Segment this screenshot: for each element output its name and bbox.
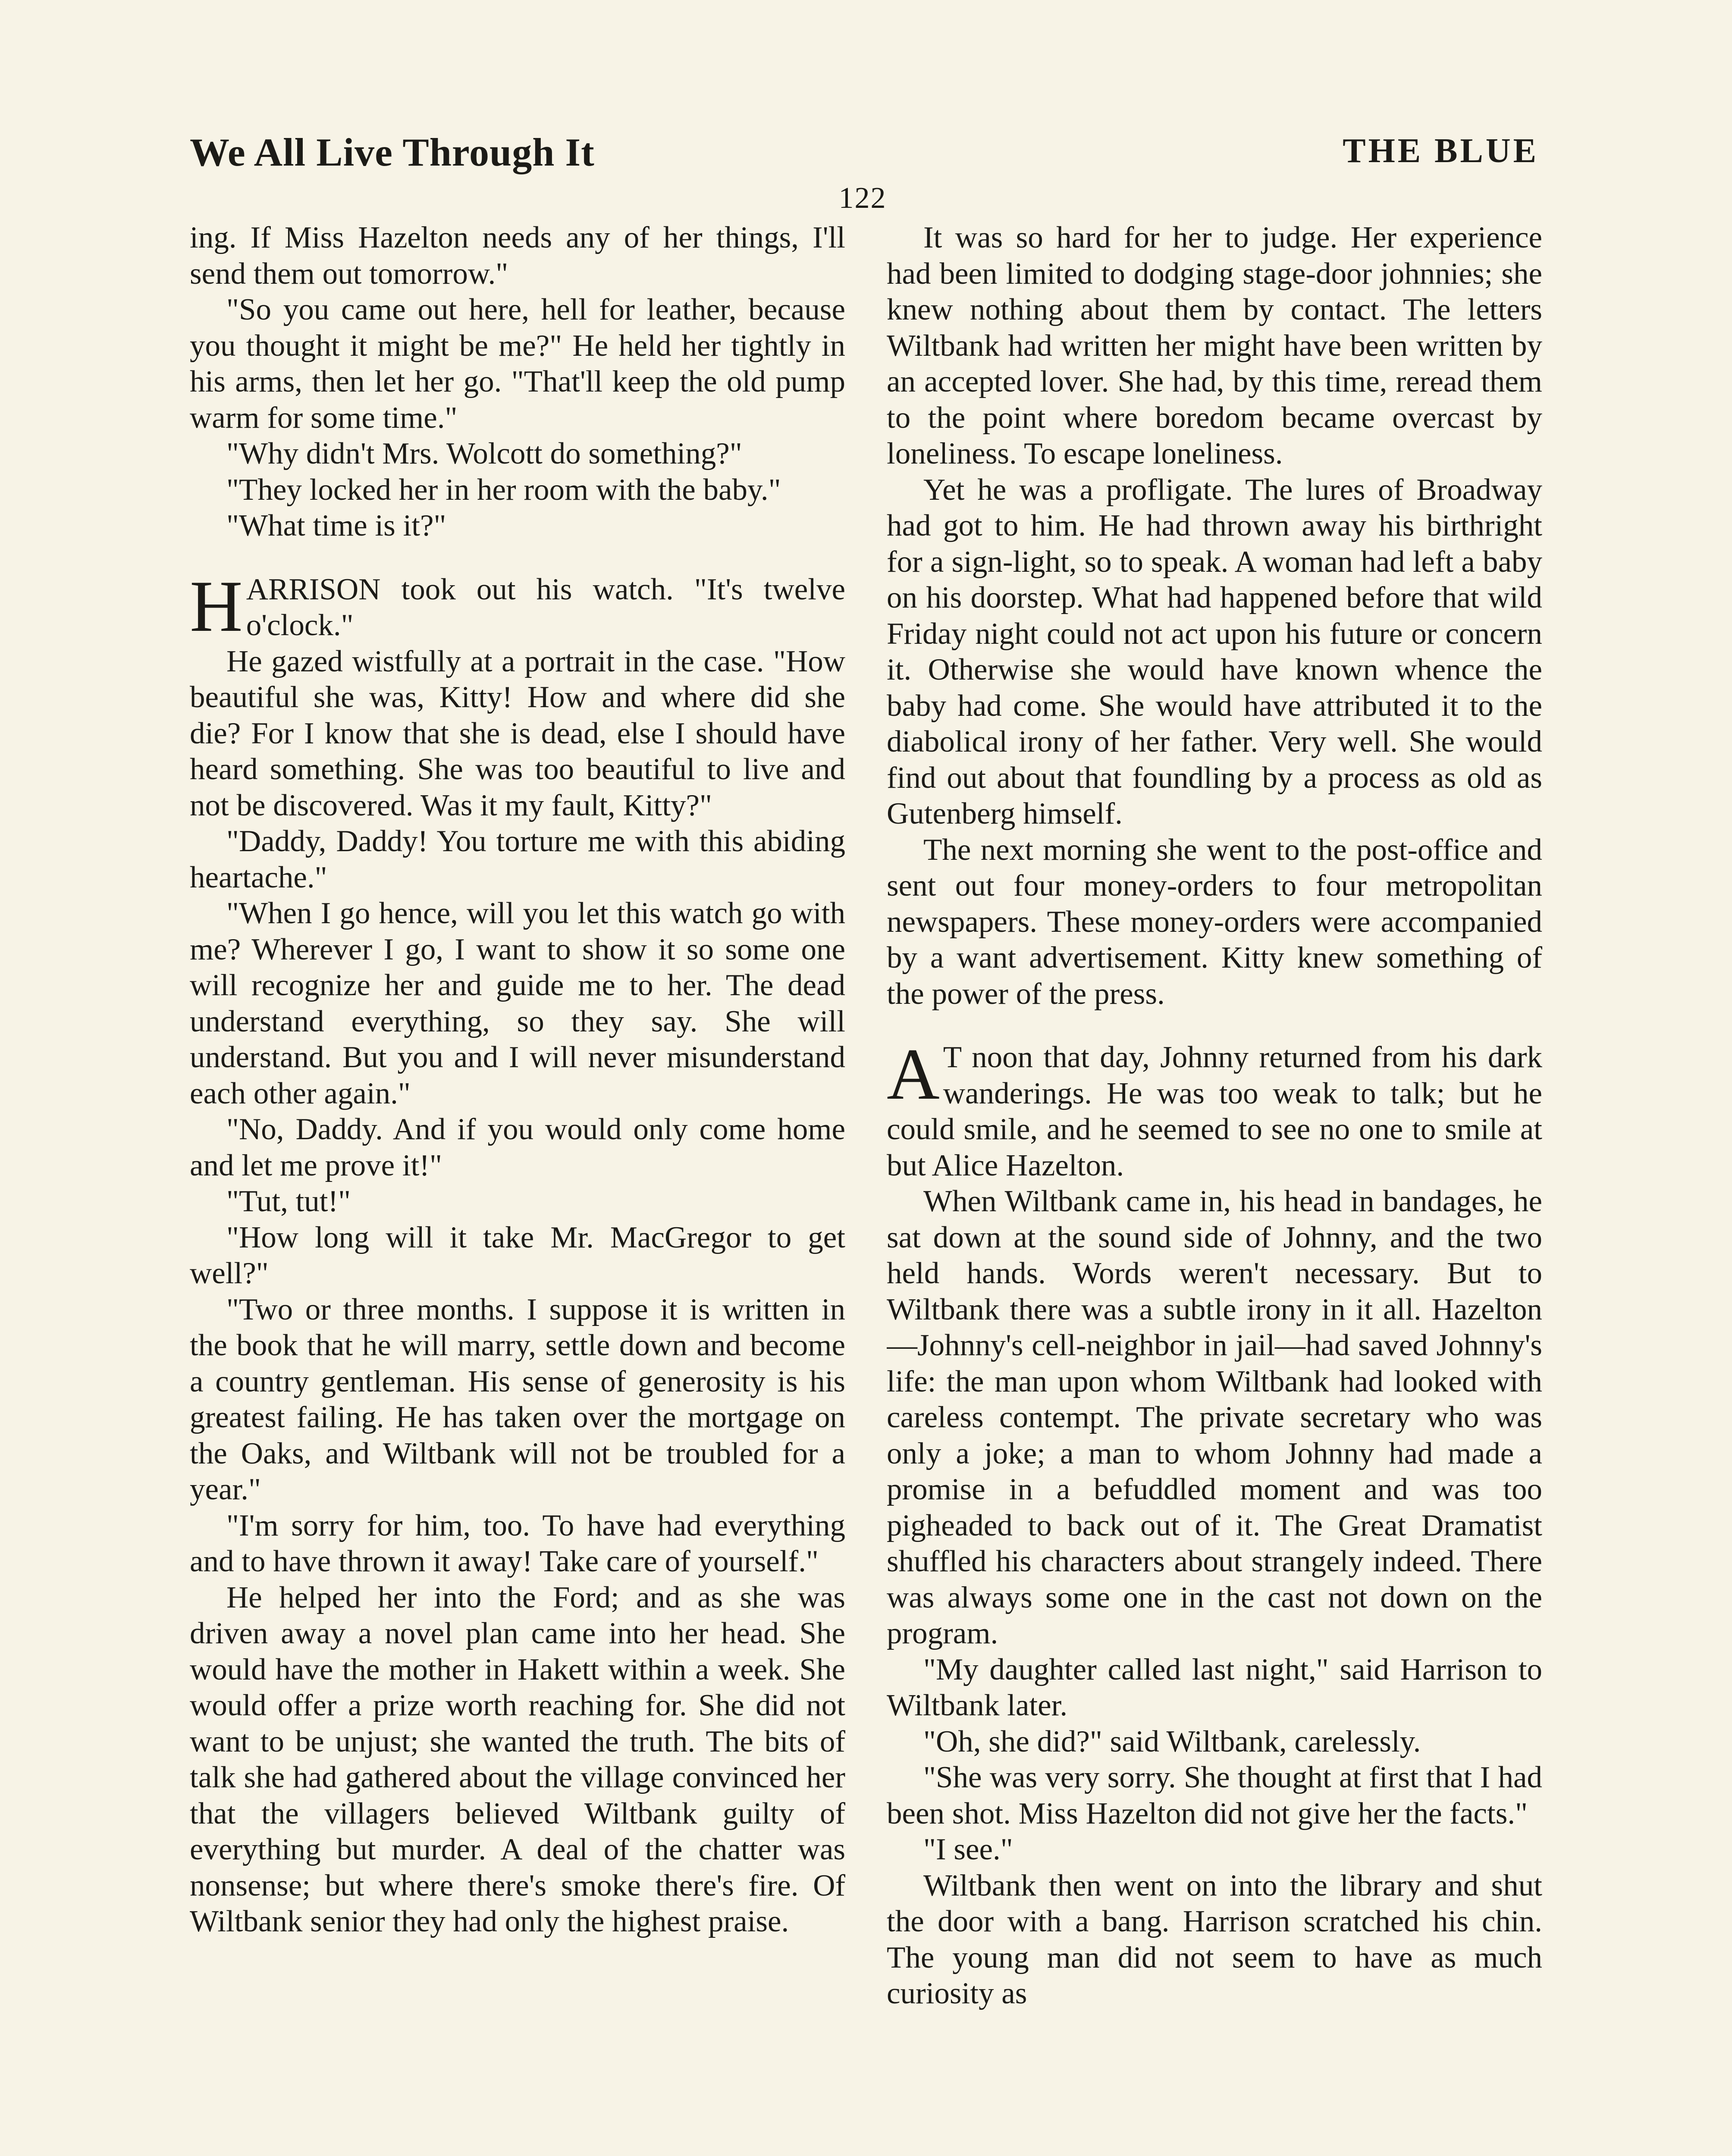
drop-cap: A — [887, 1034, 940, 1115]
paragraph: "Tut, tut!" — [226, 1185, 351, 1218]
paragraph-text: ARRISON took out his watch. "It's twelve o'clock." — [246, 572, 845, 642]
paragraph: It was so hard for her to judge. Her experience had been limited to dodging stage-door johnnies; she knew nothing about them by contact. The letters Wiltbank had written her might have been written by an accepted lover. She had, by this time, reread them to the point where boredom became overcast by loneliness. To escape loneliness. — [887, 221, 1542, 470]
paragraph: Wiltbank then went on into the library and shut the door with a bang. Harrison scratched his chin. The young man did not seem to have as much curiosity as — [887, 1868, 1542, 2010]
paragraph: He gazed wistfully at a portrait in the case. "How beautiful she was, Kitty! How and where did she die? For I know that she is dead, else I should have heard something. She was too beautiful to live and not be discovered. Was it my fault, Kitty?" — [190, 644, 845, 822]
paragraph: "Daddy, Daddy! You torture me with this abiding heartache." — [190, 824, 845, 894]
paragraph-text: T noon that day, Johnny returned from his dark wanderings. He was too weak to talk; but he could smile, and he seemed to see no one to smile at but Alice Hazelton. — [887, 1040, 1542, 1182]
paragraph: "I see." — [923, 1833, 1013, 1866]
paragraph: "Oh, she did?" said Wiltbank, carelessly. — [923, 1724, 1421, 1758]
paragraph — [887, 1034, 1542, 1184]
paragraph: "Why didn't Mrs. Wolcott do something?" — [226, 437, 742, 470]
paragraph: "How long will it take Mr. MacGregor to get well?" — [190, 1220, 845, 1290]
left-text-column — [190, 220, 845, 2156]
paragraph: When Wiltbank came in, his head in bandages, he sat down at the sound side of Johnny, and the two held hands. Words weren't necessary. But to Wiltbank there was a subtle irony in it all. Hazelton—Johnny's cell-neighbor in jail—had saved Johnny's life: the man upon whom Wiltbank had looked with careless contempt. The private secretary who was only a joke; a man to whom Johnny had made a promise in a befuddled moment and was too pigheaded to back out of it. The Great Dramatist shuffled his characters about strangely indeed. There was always some one in the cast not down on the program. — [887, 1185, 1542, 1650]
paragraph: "So you came out here, hell for leather, because you thought it might be me?" He held her tightly in his arms, then let her go. "That'll keep the old pump warm for some time." — [190, 293, 845, 435]
paragraph: The next morning she went to the post-office and sent out four money-orders to four metropolitan newspapers. These money-orders were accompanied by a want advertisement. Kitty knew something of the power of the press. — [887, 833, 1542, 1011]
right-text-column — [887, 220, 1542, 2156]
page-number: 122 — [838, 182, 887, 215]
paragraph: "No, Daddy. And if you would only come home and let me prove it!" — [190, 1112, 845, 1182]
paragraph — [190, 565, 845, 647]
paragraph: "What time is it?" — [226, 509, 446, 542]
paragraph: He helped her into the Ford; and as she was driven away a novel plan came into her head. She would have the mother in Hakett within a week. She would offer a prize worth reaching for. She did not want to be unjust; she wanted the truth. The bits of talk she had gathered about the village convinced her that the villagers believed Wiltbank guilty of everything but murder. A deal of the chatter was nonsense; but where there's smoke there's fire. Of Wiltbank senior they had only the highest praise. — [190, 1580, 845, 1938]
paragraph: "I'm sorry for him, too. To have had everything and to have thrown it away! Take care of yourself." — [190, 1508, 845, 1578]
paragraph: ing. If Miss Hazelton needs any of her things, I'll send them out tomorrow." — [190, 221, 845, 291]
paragraph: "Two or three months. I suppose it is written in the book that he will marry, settle down and become a country gentleman. His sense of generosity is his greatest failing. He has taken over the mortgage on the Oaks, and Wiltbank will not be troubled for a year." — [190, 1292, 845, 1506]
story-title: We All Live Through It — [190, 130, 595, 174]
paragraph: "She was very sorry. She thought at first that I had been shot. Miss Hazelton did not give her the facts." — [887, 1761, 1542, 1830]
paragraph: "My daughter called last night," said Harrison to Wiltbank later. — [887, 1652, 1542, 1722]
paragraph: "When I go hence, will you let this watch go with me? Wherever I go, I want to show it so some one will recognize her and guide me to her. The dead understand everything, so they say. She will understand. But you and I will never misunderstand each other again." — [190, 896, 845, 1110]
drop-cap: H — [190, 565, 243, 647]
paragraph: "They locked her in her room with the baby." — [226, 473, 781, 507]
paragraph: Yet he was a profligate. The lures of Broadway had got to him. He had thrown away his birthright for a sign-light, so to speak. A woman had left a baby on his doorstep. What had happened before that wild Friday night could not act upon his future or concern it. Otherwise she would have known whence the baby had come. She would have attributed it to the diabolical irony of her father. Very well. She would find out about that foundling by a process as old as Gutenberg himself. — [887, 473, 1542, 830]
magazine-name: THE BLUE — [1343, 132, 1539, 170]
